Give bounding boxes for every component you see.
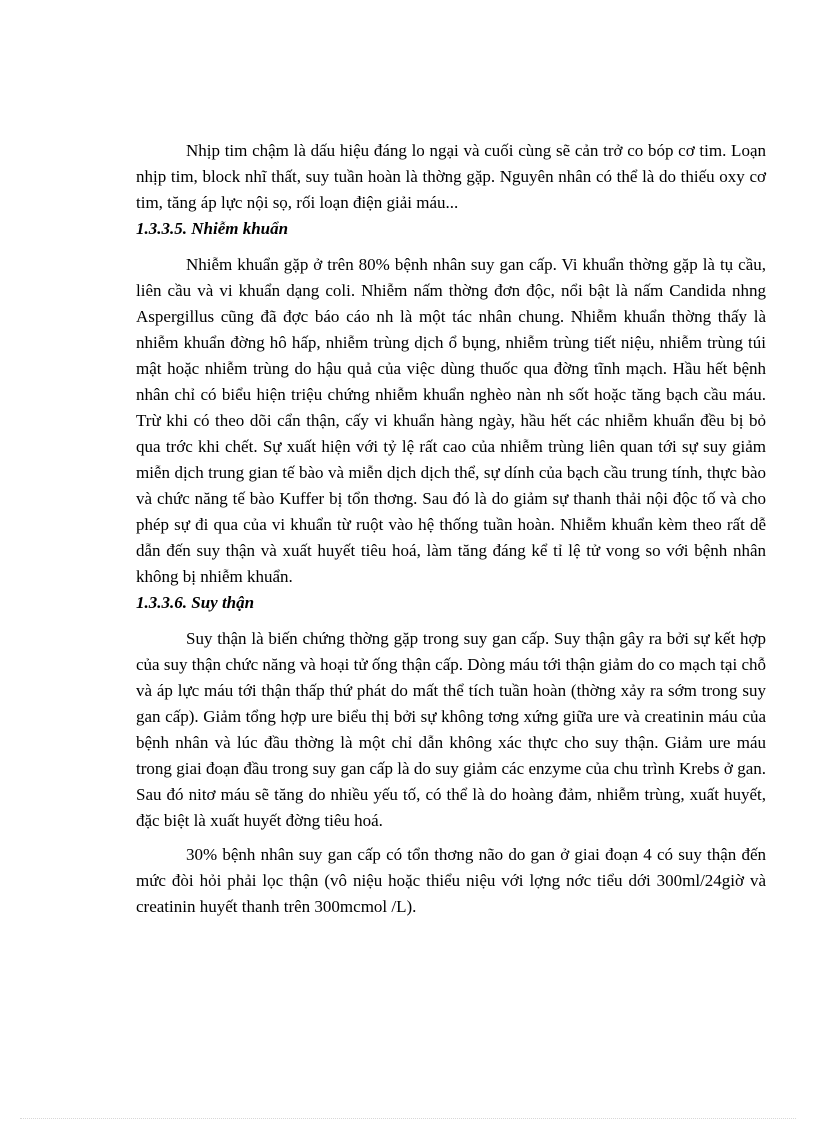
paragraph-renal-failure: Suy thận là biến chứng thờng gặp trong suy gan cấp. Suy thận gây ra bởi sự kết hợp của suy thận chức năng và hoại tử ống thận cấp. Dòng máu tới thận giảm do co mạch tại chỗ và áp lực máu tới thận thấp thứ phát do mất thể tích tuần hoàn (thờng xảy ra sớm trong suy gan cấp). Giảm tổng hợp ure biểu thị bởi sự không tơng xứng giữa ure và creatinin máu của bệnh nhân và lúc đầu thờng là một chỉ dẫn không xác thực cho suy thận. Giảm ure máu trong giai đoạn đầu trong suy gan cấp là do suy giảm các enzyme của chu trình Krebs ở gan. Sau đó nitơ máu sẽ tăng do nhiều yếu tố, có thể là do hoàng đảm, nhiễm trùng, xuất huyết, đặc biệt là xuất huyết đờng tiêu hoá.: [136, 629, 766, 830]
document-body: [136, 138, 766, 920]
paragraph-cardiac: Nhịp tim chậm là dấu hiệu đáng lo ngại và cuối cùng sẽ cản trở co bóp cơ tim. Loạn nhịp tim, block nhĩ thất, suy tuần hoàn là thờng gặp. Nguyên nhân có thể là do thiếu oxy cơ tim, tăng áp lực nội sọ, rối loạn điện giải máu...: [136, 141, 766, 212]
paragraph-renal-statistics: 30% bệnh nhân suy gan cấp có tổn thơng não do gan ở giai đoạn 4 có suy thận đến mức đòi hỏi phải lọc thận (vô niệu hoặc thiểu niệu với lợng nớc tiểu dới 300ml/24giờ và creatinin huyết thanh trên 300mcmol /L).: [136, 845, 766, 916]
page-bottom-rule: [20, 1118, 796, 1119]
section-heading-infection: 1.3.3.5. Nhiễm khuẩn: [136, 219, 289, 238]
paragraph-infection: Nhiễm khuẩn gặp ở trên 80% bệnh nhân suy gan cấp. Vi khuẩn thờng gặp là tụ cầu, liên cầu và vi khuẩn dạng coli. Nhiễm nấm thờng đơn độc, nổi bật là nấm Candida nhng Aspergillus cũng đã đợc báo cáo nh là một tác nhân chung. Nhiễm khuẩn thờng thấy là nhiễm khuẩn đờng hô hấp, nhiễm trùng dịch ổ bụng, nhiễm trùng tiết niệu, nhiễm trùng túi mật hoặc nhiễm trùng do hậu quả của việc dùng thuốc qua đờng tĩnh mạch. Hầu hết bệnh nhân chỉ có biểu hiện triệu chứng nhiễm khuẩn nghèo nàn nh sốt hoặc tăng bạch cầu máu. Trừ khi có theo dõi cẩn thận, cấy vi khuẩn hàng ngày, hầu hết các nhiễm khuẩn đều bị bỏ qua trớc khi chết. Sự xuất hiện với tỷ lệ rất cao của nhiễm trùng liên quan tới sự suy giảm miễn dịch trung gian tế bào và miễn dịch dịch thể, sự dính của bạch cầu trung tính, thực bào và chức năng tế bào Kuffer bị tổn thơng. Sau đó là do giảm sự thanh thải nội độc tố và cho phép sự đi qua của vi khuẩn từ ruột vào hệ thống tuần hoàn. Nhiễm khuẩn kèm theo rất dễ dẫn đến suy thận và xuất huyết tiêu hoá, làm tăng đáng kể tỉ lệ tử vong so với bệnh nhân không bị nhiễm khuẩn.: [136, 255, 766, 586]
section-heading-renal-failure: 1.3.3.6. Suy thận: [136, 593, 255, 612]
